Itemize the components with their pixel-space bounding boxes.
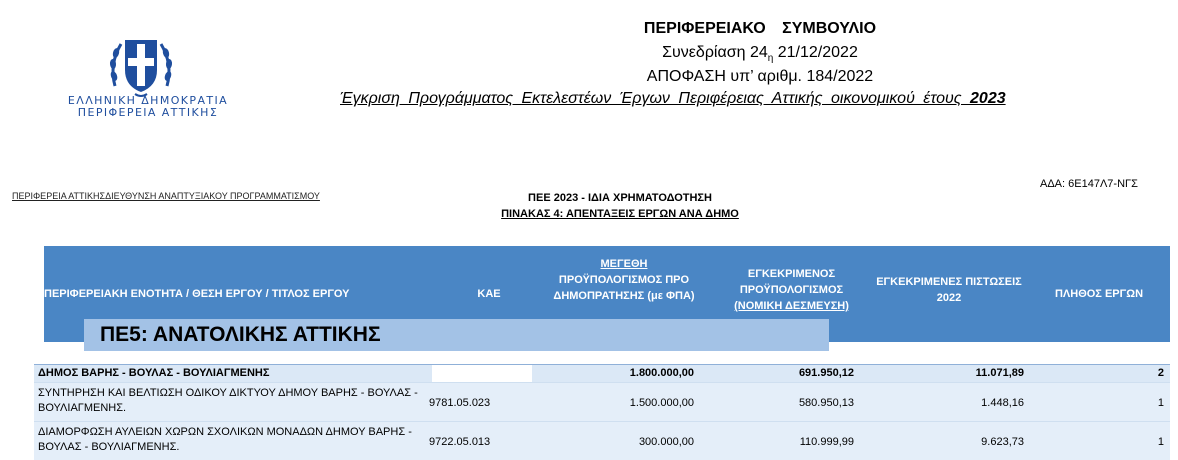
regional-unit-label: ΠΕ5: ΑΝΑΤΟΛΙΚΗΣ ΑΤΤΙΚΗΣ: [84, 319, 829, 351]
project-approved: 580.950,13: [798, 397, 854, 409]
col-header-credits: ΕΓΚΕΚΡΙΜΕΝΕΣ ΠΙΣΤΩΣΕΙΣ 2022: [876, 276, 1022, 304]
project-title: ΣΥΝΤΗΡΗΣΗ ΚΑΙ ΒΕΛΤΙΩΣΗ ΟΔΙΚΟΥ ΔΙΚΤΥΟΥ ΔΗΜΟΥ ΒΑΡΗΣ - ΒΟΥΛΑΣ - ΒΟΥΛΙΑΓΜΕΝΗΣ.: [38, 387, 418, 414]
col-header-approved-line2: (ΝΟΜΙΚΗ ΔΕΣΜΕΥΣΗ): [734, 300, 849, 312]
program-title: ΠΕΕ 2023 - ΙΔΙΑ ΧΡΗΜΑΤΟΔΟΤΗΣΗ: [528, 192, 712, 204]
org-name-line1: ΕΛΛΗΝΙΚΗ ΔΗΜΟΚΡΑΤΙΑ: [67, 94, 229, 107]
col-header-sizes: ΜΕΓΕΘΗ: [600, 258, 648, 270]
municipality-approved: 691.950,12: [798, 367, 854, 379]
session-line: [560, 44, 960, 64]
decision-subject: [340, 90, 1100, 108]
subject-text: Έγκριση Προγράμματος Εκτελεστέων Έργων Περιφέρειας Αττικής οικονομικού έτους: [340, 90, 971, 107]
session-prefix: Συνεδρίαση 24: [662, 44, 768, 61]
session-ordinal: η: [767, 53, 774, 65]
municipality-name: ΔΗΜΟΣ ΒΑΡΗΣ - ΒΟΥΛΑΣ - ΒΟΥΛΙΑΓΜΕΝΗΣ: [38, 367, 270, 379]
municipality-count: 2: [1157, 367, 1164, 379]
table-title: ΠΙΝΑΚΑΣ 4: ΑΠΕΝΤΑΞΕΙΣ ΕΡΓΩΝ ΑΝΑ ΔΗΜΟ: [501, 208, 739, 220]
col-header-region: ΠΕΡΙΦΕΡΕΙΑΚΗ ΕΝΟΤΗΤΑ / ΘΕΣΗ ΕΡΓΟΥ / ΤΙΤΛΟΣ ΕΡΓΟΥ: [44, 288, 350, 300]
project-count: 1: [1157, 397, 1164, 409]
project-kae: 9781.05.023: [429, 397, 491, 409]
project-credits: 1.448,16: [981, 397, 1024, 409]
subject-year: 2023: [970, 90, 1006, 107]
table-row: [34, 382, 1170, 422]
col-header-budget: [544, 256, 704, 304]
project-credits: 9.623,73: [981, 436, 1024, 448]
col-header-approved-line1: ΕΓΚΕΚΡΙΜΕΝΟΣ ΠΡΟΫΠΟΛΟΓΙΣΜΟΣ: [739, 268, 844, 296]
municipality-row: [34, 364, 1170, 382]
org-name-line2: ΠΕΡΙΦΕΡΕΙΑ ΑΤΤΙΚΗΣ: [77, 106, 219, 119]
col-header-kae: ΚΑΕ: [477, 288, 501, 300]
project-budget: 300.000,00: [638, 436, 694, 448]
decision-number: ΑΠΟΦΑΣΗ υπ’ αριθμ. 184/2022: [646, 68, 874, 85]
project-approved: 110.999,99: [799, 436, 854, 448]
session-date: 21/12/2022: [773, 44, 858, 61]
department-label: ΠΕΡΙΦΕΡΕΙΑ ΑΤΤΙΚΗΣΔΙΕΥΘΥΝΣΗ ΑΝΑΠΤΥΞΙΑΚΟΥ ΠΡΟΓΡΑΜΜΑΤΙΣΜΟΥ: [12, 191, 320, 201]
project-count: 1: [1157, 436, 1164, 448]
council-title: ΠΕΡΙΦΕΡΕΙΑΚΟ ΣΥΜΒΟΥΛΙΟ: [643, 20, 877, 37]
greek-cross-shield-emblem-icon: [105, 28, 177, 100]
municipality-budget: 1.800.000,00: [629, 367, 694, 379]
ada-code: ΑΔΑ: 6Ε147Λ7-ΝΓΣ: [1040, 178, 1138, 190]
kae-blank-cell: [432, 365, 532, 382]
col-header-approved: [719, 266, 864, 314]
project-budget: 1.500.000,00: [629, 397, 694, 409]
col-header-count: ΠΛΗΘΟΣ ΕΡΓΩΝ: [1054, 288, 1144, 300]
col-header-budget-label: ΠΡΟΫΠΟΛΟΓΙΣΜΟΣ ΠΡΟ ΔΗΜΟΠΡΑΤΗΣΗΣ (με ΦΠΑ): [553, 274, 695, 302]
project-kae: 9722.05.013: [429, 436, 491, 448]
project-title: ΔΙΑΜΟΡΦΩΣΗ ΑΥΛΕΙΩΝ ΧΩΡΩΝ ΣΧΟΛΙΚΩΝ ΜΟΝΑΔΩΝ ΔΗΜΟΥ ΒΑΡΗΣ - ΒΟΥΛΑΣ - ΒΟΥΛΙΑΓΜΕΝΗΣ.: [38, 426, 412, 453]
table-row: [34, 421, 1170, 460]
municipality-credits: 11.071,89: [975, 367, 1024, 379]
